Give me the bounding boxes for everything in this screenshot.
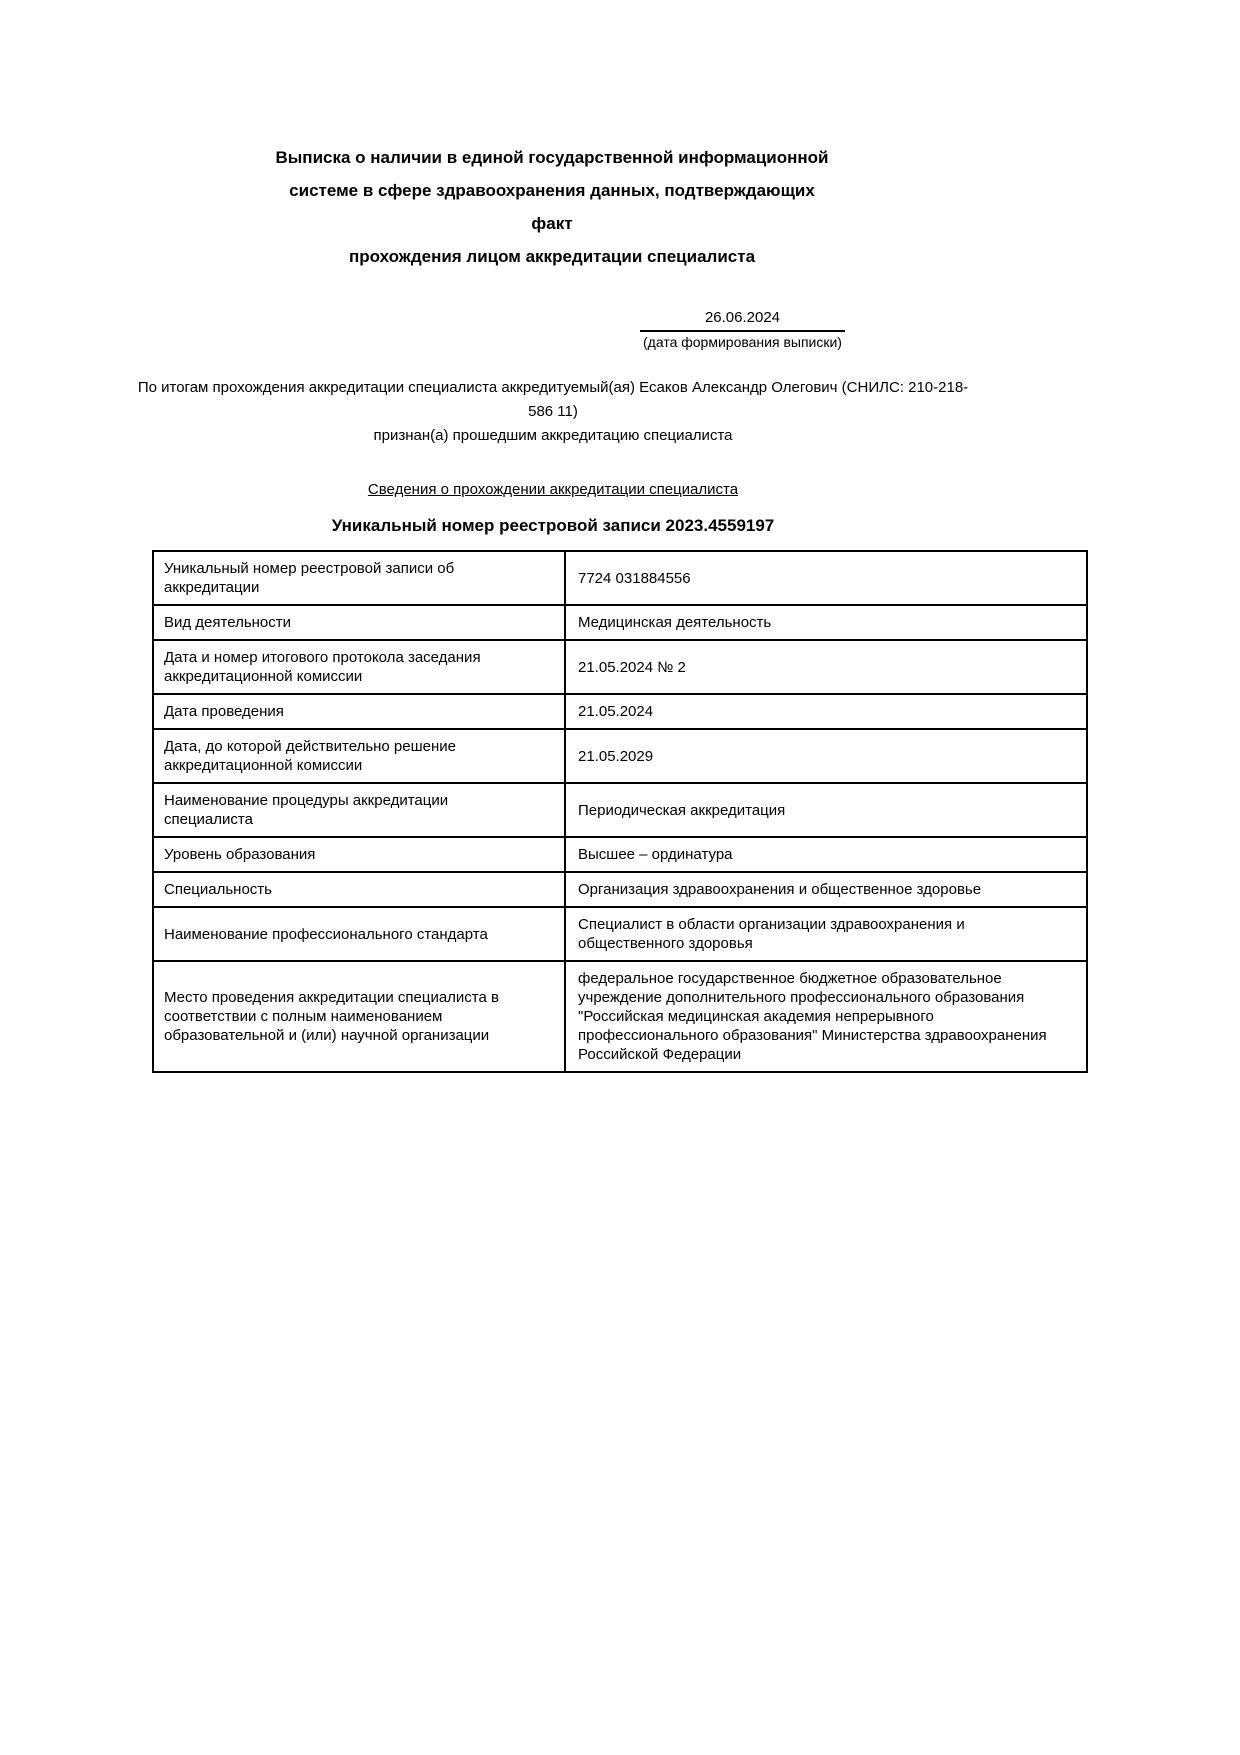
row-label: Дата проведения xyxy=(153,694,565,729)
row-label: Специальность xyxy=(153,872,565,907)
table-row xyxy=(153,961,1087,1072)
document-title-line: системе в сфере здравоохранения данных, подтверждающих факт xyxy=(289,181,815,233)
row-value: Периодическая аккредитация xyxy=(565,783,1087,837)
row-label: Наименование профессионального стандарта xyxy=(153,907,565,961)
table-row xyxy=(153,783,1087,837)
row-value: Специалист в области организации здравоохранения и общественного здоровья xyxy=(565,907,1087,961)
row-value: 21.05.2029 xyxy=(565,729,1087,783)
row-value: 21.05.2024 xyxy=(565,694,1087,729)
row-value: Высшее – ординатура xyxy=(565,837,1087,872)
row-label: Уровень образования xyxy=(153,837,565,872)
row-value: 21.05.2024 № 2 xyxy=(565,640,1087,694)
intro-paragraph-line: По итогам прохождения аккредитации специалиста аккредитуемый(ая) Есаков Александр Олегович (СНИЛС: 210-218-586 11) xyxy=(137,379,969,420)
registry-number-heading: Уникальный номер реестровой записи 2023.4559197 xyxy=(331,516,775,535)
row-label: Вид деятельности xyxy=(153,605,565,640)
document-title-line: прохождения лицом аккредитации специалиста xyxy=(348,247,756,266)
row-label: Уникальный номер реестровой записи об аккредитации xyxy=(153,551,565,605)
row-label: Наименование процедуры аккредитации специалиста xyxy=(153,783,565,837)
row-label: Дата и номер итогового протокола заседания аккредитационной комиссии xyxy=(153,640,565,694)
accreditation-table xyxy=(152,550,1088,1073)
row-value: федеральное государственное бюджетное образовательное учреждение дополнительного профессионального образования "Российская медицинская академия непрерывного профессионального образования" Министерства здравоохранения Российской Федерации xyxy=(565,961,1087,1072)
row-value: Организация здравоохранения и общественное здоровье xyxy=(565,872,1087,907)
intro-paragraph-line: признан(а) прошедшим аккредитацию специалиста xyxy=(373,427,733,444)
table-row xyxy=(153,551,1087,605)
document-title-line: Выписка о наличии в единой государственной информационной xyxy=(275,148,829,167)
document-title xyxy=(267,141,837,273)
date-block xyxy=(640,309,845,351)
intro-paragraph xyxy=(133,376,973,448)
table-row xyxy=(153,605,1087,640)
table-row xyxy=(153,640,1087,694)
row-label: Место проведения аккредитации специалиста в соответствии с полным наименованием образовательной и (или) научной организации xyxy=(153,961,565,1072)
table-row xyxy=(153,872,1087,907)
table-row xyxy=(153,729,1087,783)
section-heading: Сведения о прохождении аккредитации специалиста xyxy=(367,481,739,498)
table-row xyxy=(153,837,1087,872)
row-value: 7724 031884556 xyxy=(565,551,1087,605)
table-row xyxy=(153,907,1087,961)
row-value: Медицинская деятельность xyxy=(565,605,1087,640)
row-label: Дата, до которой действительно решение аккредитационной комиссии xyxy=(153,729,565,783)
table-row xyxy=(153,694,1087,729)
date-caption: (дата формирования выписки) xyxy=(643,334,842,350)
extract-date: 26.06.2024 xyxy=(640,309,845,332)
